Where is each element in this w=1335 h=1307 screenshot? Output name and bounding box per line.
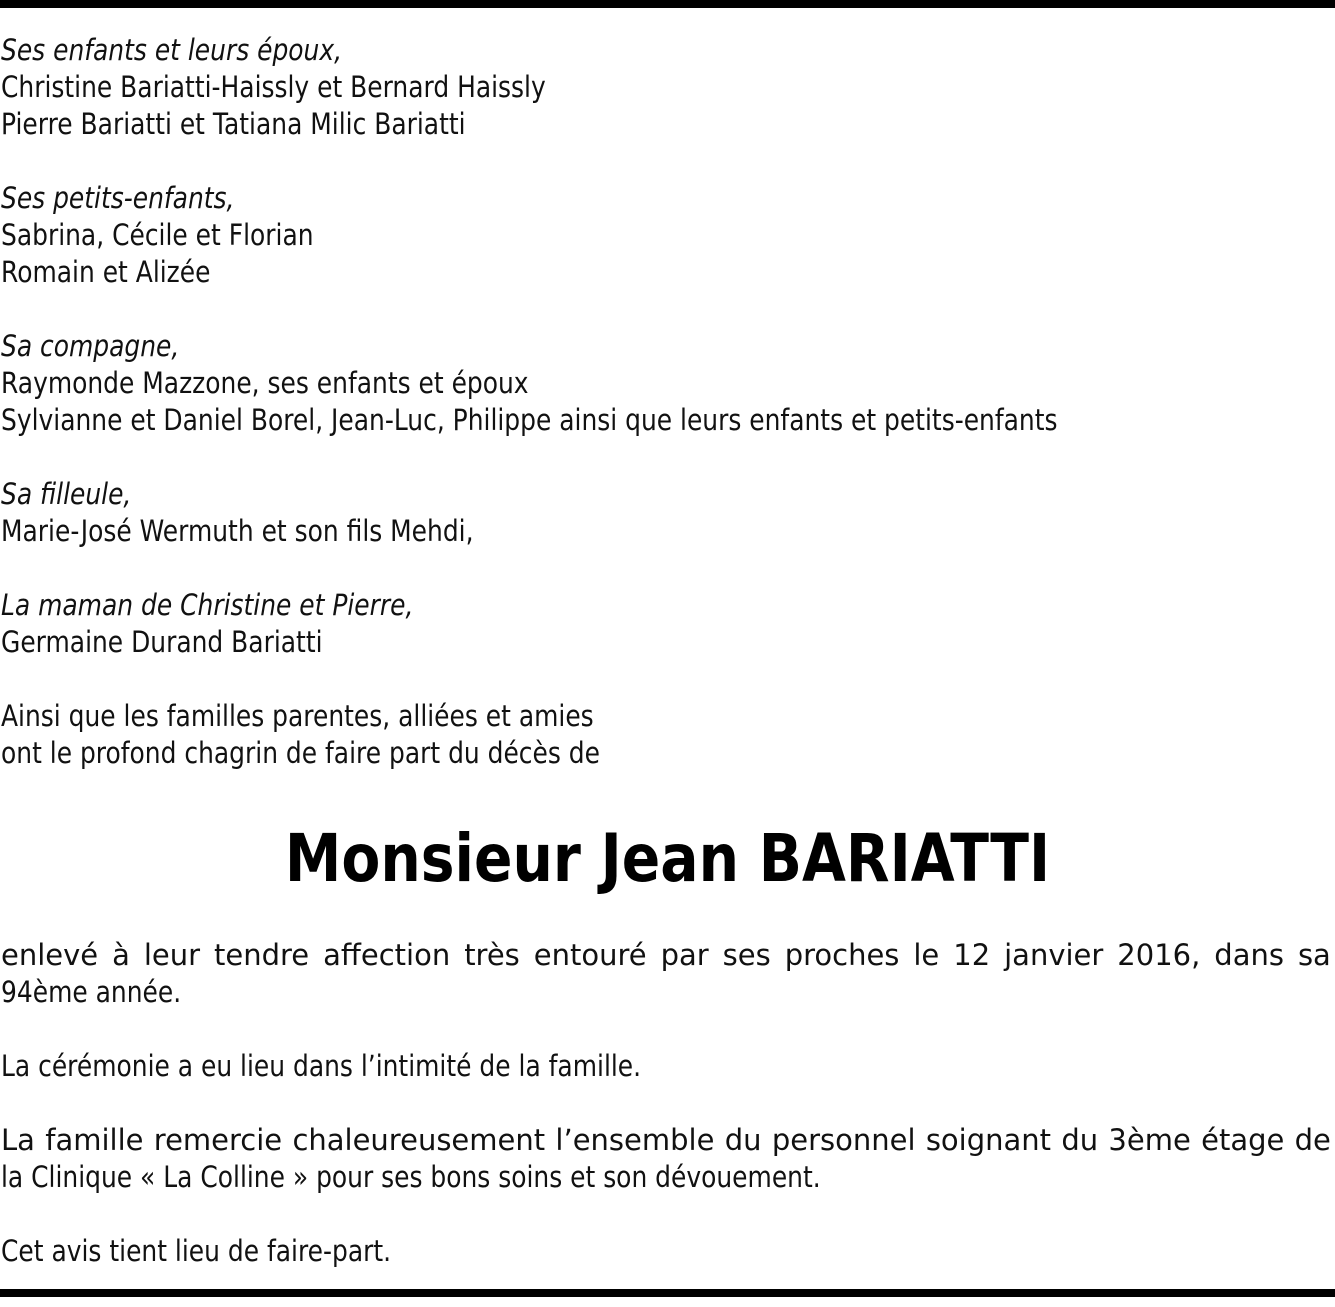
group-line: Sabrina, Cécile et Florian <box>1 218 314 252</box>
word: très <box>464 938 520 972</box>
group-line: Sylvianne et Daniel Borel, Jean-Luc, Philippe ainsi que leurs enfants et petits-enfants <box>1 403 1058 437</box>
notice-body <box>1 937 1331 1307</box>
group-line: Raymonde Mazzone, ses enfants et époux <box>1 366 529 400</box>
thanks-paragraph <box>1 1122 1331 1196</box>
group-intro: Ses petits-enfants, <box>1 181 235 215</box>
group-intro: Ses enfants et leurs époux, <box>1 33 343 67</box>
paragraph-line: La cérémonie a eu lieu dans l’intimité de la famille. <box>1 1049 642 1083</box>
justified-line <box>1 937 1331 974</box>
group-line: Germaine Durand Bariatti <box>1 625 323 659</box>
word: par <box>660 938 709 972</box>
group-line: Pierre Bariatti et Tatiana Milic Bariatti <box>1 107 466 141</box>
word: le <box>913 938 940 972</box>
paragraph-line: Cet avis tient lieu de faire-part. <box>1 1234 392 1268</box>
word: 2016, <box>1117 938 1201 972</box>
word: dans <box>1214 938 1284 972</box>
group-line: Marie-José Wermuth et son fils Mehdi, <box>1 514 474 548</box>
group-line: Romain et Alizée <box>1 255 211 289</box>
deceased-name: Monsieur Jean BARIATTI <box>284 820 1051 897</box>
word: à <box>112 938 130 972</box>
group-intro: La maman de Christine et Pierre, <box>1 588 414 622</box>
group-intro: Sa filleule, <box>1 477 132 511</box>
word: du <box>1061 1123 1099 1157</box>
word: ses <box>722 938 771 972</box>
word: de <box>1294 1123 1331 1157</box>
group-intro: Sa compagne, <box>1 329 180 363</box>
word: l’ensemble <box>555 1123 715 1157</box>
word: proches <box>784 938 900 972</box>
word: famille <box>45 1123 144 1157</box>
word: affection <box>323 938 451 972</box>
group-goddaughter <box>1 476 1331 550</box>
word: janvier <box>1004 938 1104 972</box>
word: tendre <box>214 938 310 972</box>
word: La <box>1 1123 35 1157</box>
ceremony-paragraph <box>1 1048 1331 1085</box>
word: remercie <box>153 1123 283 1157</box>
family-list <box>1 32 1331 809</box>
word: 3ème <box>1108 1123 1191 1157</box>
death-paragraph <box>1 937 1331 1011</box>
word: du <box>724 1123 762 1157</box>
group-line: Christine Bariatti-Haissly et Bernard Haissly <box>1 70 546 104</box>
word: soignant <box>925 1123 1052 1157</box>
word: 12 <box>953 938 991 972</box>
top-rule <box>0 0 1335 8</box>
group-grandchildren <box>1 180 1331 291</box>
group-children <box>1 32 1331 143</box>
announcement <box>1 698 1331 772</box>
word: chaleureusement <box>292 1123 546 1157</box>
closing-paragraph <box>1 1233 1331 1270</box>
word: étage <box>1201 1123 1285 1157</box>
paragraph-line: 94ème année. <box>1 975 182 1009</box>
announcement-line: ont le profond chagrin de faire part du décès de <box>1 736 600 770</box>
announcement-line: Ainsi que les familles parentes, alliées et amies <box>1 699 594 733</box>
word: personnel <box>771 1123 916 1157</box>
group-mother <box>1 587 1331 661</box>
word: leur <box>143 938 201 972</box>
paragraph-line: la Clinique « La Colline » pour ses bons soins et son dévouement. <box>1 1160 821 1194</box>
bottom-rule <box>0 1289 1335 1297</box>
word: sa <box>1297 938 1331 972</box>
word: entouré <box>533 938 647 972</box>
justified-line <box>1 1122 1331 1159</box>
word: enlevé <box>1 938 99 972</box>
group-companion <box>1 328 1331 439</box>
